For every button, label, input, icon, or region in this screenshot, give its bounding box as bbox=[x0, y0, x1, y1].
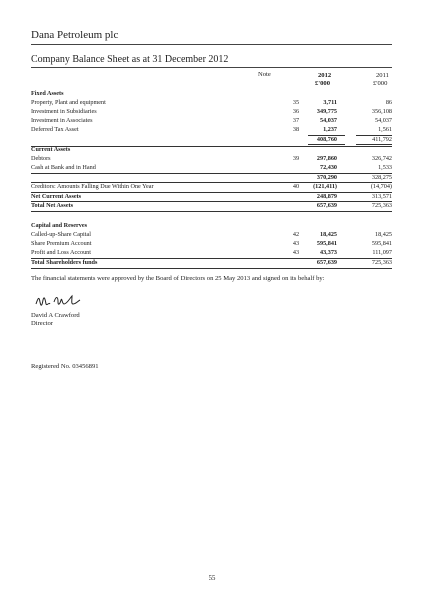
unit-2012-header: £'000 bbox=[315, 80, 331, 87]
table-row: Deferred Tax Asset 38 1,237 1,561 bbox=[31, 126, 392, 133]
page-title: Company Balance Sheet as at 31 December 2012 bbox=[31, 54, 229, 65]
year-2011-header: 2011 bbox=[376, 72, 389, 79]
section-heading: Current Assets bbox=[31, 146, 71, 153]
signatory-role: Director bbox=[31, 320, 53, 327]
table-row: Total Shareholders funds 657,639 725,363 bbox=[31, 259, 392, 266]
year-2012-header: 2012 bbox=[318, 72, 332, 79]
subtotal-rule bbox=[356, 144, 392, 145]
note-header: Note bbox=[258, 71, 271, 78]
section-rule bbox=[31, 268, 392, 269]
table-row: Share Premium Account 43 595,841 595,841 bbox=[31, 240, 392, 247]
table-row: Profit and Loss Account 43 43,373 111,097 bbox=[31, 249, 392, 256]
section-rule bbox=[31, 211, 392, 212]
subtotal-row: 370,290 328,275 bbox=[316, 174, 392, 181]
registered-number: Registered No. 03456891 bbox=[31, 363, 99, 370]
signature-image bbox=[34, 292, 82, 310]
section-rule bbox=[31, 146, 392, 147]
signatory-name: David A Crawford bbox=[31, 312, 80, 319]
table-row: Creditors: Amounts Falling Due Within One Year 40 (121,411) (14,704) bbox=[31, 183, 392, 190]
table-row: Investment in Associates 37 54,037 54,037 bbox=[31, 117, 392, 124]
table-row: Investment in Subsidiaries 36 349,775 356,108 bbox=[31, 108, 392, 115]
table-row: Property, Plant and equipment 35 3,711 86 bbox=[31, 99, 392, 106]
subtotal-row: 408,760 411,792 bbox=[316, 136, 392, 143]
page-number: 55 bbox=[208, 575, 216, 582]
table-row: Called-up-Share Capital 42 18,425 18,425 bbox=[31, 231, 392, 238]
approval-statement: The financial statements were approved by the Board of Directors on 25 May 2013 and signed on its behalf by: bbox=[31, 275, 325, 282]
company-name: Dana Petroleum plc bbox=[31, 29, 119, 41]
table-row: Net Current Assets 248,879 313,571 bbox=[31, 193, 392, 200]
subtotal-rule bbox=[308, 144, 345, 145]
header-rule bbox=[31, 44, 392, 45]
title-rule bbox=[31, 67, 392, 68]
section-heading: Fixed Assets bbox=[31, 90, 64, 97]
table-row: Debtors 39 297,860 326,742 bbox=[31, 155, 392, 162]
table-row: Total Net Assets 657,639 725,363 bbox=[31, 202, 392, 209]
section-heading: Capital and Reserves bbox=[31, 222, 88, 229]
table-row: Cash at Bank and in Hand 72,430 1,533 bbox=[31, 164, 392, 171]
unit-2011-header: £'000 bbox=[373, 80, 388, 87]
